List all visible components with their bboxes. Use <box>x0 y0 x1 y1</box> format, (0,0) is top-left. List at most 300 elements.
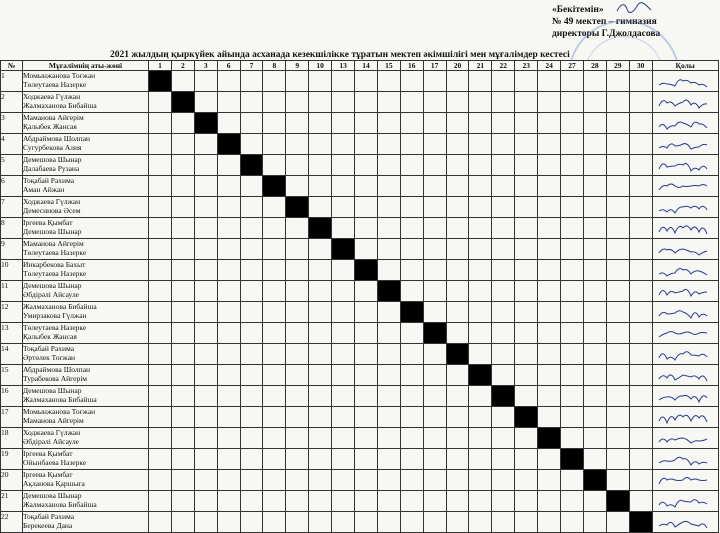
signature-cell <box>652 344 718 365</box>
teacher-name: Демешова Шынар <box>23 491 82 500</box>
duty-day-cell <box>194 491 217 512</box>
duty-day-cell <box>309 134 332 155</box>
duty-day-cell <box>515 113 538 134</box>
duty-day-cell <box>561 281 584 302</box>
duty-schedule-table <box>0 60 719 533</box>
row-number: 10 <box>1 260 23 281</box>
duty-day-cell <box>492 155 515 176</box>
duty-day-cell <box>492 239 515 260</box>
duty-day-cell <box>515 92 538 113</box>
duty-day-cell <box>149 407 172 428</box>
duty-day-cell <box>538 491 561 512</box>
duty-day-cell <box>629 260 652 281</box>
row-number: 3 <box>1 113 23 134</box>
duty-day-cell <box>606 239 629 260</box>
duty-day-cell <box>492 491 515 512</box>
duty-day-cell <box>606 470 629 491</box>
teacher-name: Жалмаханова Бибайша <box>23 101 97 110</box>
duty-day-cell <box>309 71 332 92</box>
duty-day-cell <box>240 71 263 92</box>
teacher-name: Төлеутаева Назерке <box>23 323 87 332</box>
duty-day-cell <box>629 218 652 239</box>
column-header-name: Мұғалімнің аты-жөні <box>23 61 149 71</box>
row-number: 2 <box>1 92 23 113</box>
teacher-names <box>23 92 149 113</box>
duty-day-cell <box>263 386 286 407</box>
duty-day-cell <box>309 239 332 260</box>
duty-day-cell <box>240 428 263 449</box>
handwritten-signature <box>657 367 713 383</box>
duty-day-cell <box>561 92 584 113</box>
handwritten-signature <box>657 451 713 467</box>
duty-day-cell <box>538 302 561 323</box>
duty-day-cell <box>377 470 400 491</box>
duty-day-cell <box>377 512 400 533</box>
duty-day-cell <box>492 71 515 92</box>
handwritten-signature <box>657 157 713 173</box>
duty-day-cell <box>561 155 584 176</box>
duty-day-cell <box>400 218 423 239</box>
duty-day-cell <box>171 71 194 92</box>
duty-day-cell <box>309 512 332 533</box>
duty-day-cell <box>606 218 629 239</box>
column-header-day: 16 <box>400 61 423 71</box>
duty-day-cell <box>583 197 606 218</box>
duty-day-cell <box>423 176 446 197</box>
handwritten-signature <box>657 199 713 215</box>
table-row <box>1 239 719 260</box>
duty-day-cell <box>263 92 286 113</box>
duty-day-cell <box>194 428 217 449</box>
duty-day-cell <box>309 155 332 176</box>
duty-day-cell <box>286 365 309 386</box>
duty-day-cell <box>171 344 194 365</box>
duty-day-cell <box>492 428 515 449</box>
duty-day-cell <box>629 449 652 470</box>
duty-day-cell <box>400 239 423 260</box>
duty-day-cell <box>446 92 469 113</box>
duty-day-cell <box>538 449 561 470</box>
duty-day-cell <box>538 365 561 386</box>
table-row <box>1 218 719 239</box>
duty-day-cell <box>583 239 606 260</box>
duty-day-cell <box>355 302 378 323</box>
signature-cell <box>652 155 718 176</box>
duty-day-cell <box>263 407 286 428</box>
duty-day-cell <box>263 218 286 239</box>
column-header-signature: Қолы <box>652 61 718 71</box>
duty-day-cell <box>263 344 286 365</box>
duty-day-cell <box>583 386 606 407</box>
duty-day-cell <box>446 260 469 281</box>
handwritten-signature <box>657 115 713 131</box>
duty-day-cell <box>217 512 240 533</box>
duty-day-cell <box>538 155 561 176</box>
duty-day-cell <box>629 197 652 218</box>
duty-day-cell <box>400 281 423 302</box>
duty-day-cell <box>286 512 309 533</box>
teacher-name: Демешова Шынар <box>23 155 82 164</box>
teacher-name: Ойынбаева Назерке <box>23 458 87 467</box>
approval-director: директоры Г.Джолдасова <box>552 29 661 39</box>
duty-day-cell <box>332 449 355 470</box>
duty-day-cell <box>446 197 469 218</box>
duty-day-cell <box>606 512 629 533</box>
duty-day-cell <box>400 512 423 533</box>
duty-day-cell <box>309 281 332 302</box>
signature-cell <box>652 428 718 449</box>
teacher-name: Абдраймова Шолпан <box>23 365 91 374</box>
duty-day-cell <box>263 71 286 92</box>
row-number: 17 <box>1 407 23 428</box>
duty-day-cell <box>583 512 606 533</box>
teacher-name: Әбдірәлі Айсауле <box>23 437 80 446</box>
table-row <box>1 470 719 491</box>
signature-cell <box>652 491 718 512</box>
duty-day-cell <box>561 176 584 197</box>
duty-day-cell <box>469 302 492 323</box>
table-row <box>1 386 719 407</box>
duty-day-cell <box>286 155 309 176</box>
column-header-day: 15 <box>377 61 400 71</box>
duty-day-cell <box>561 218 584 239</box>
duty-day-cell <box>355 281 378 302</box>
column-header-day: 17 <box>423 61 446 71</box>
table-row <box>1 197 719 218</box>
duty-day-cell <box>286 71 309 92</box>
duty-day-cell <box>171 176 194 197</box>
duty-day-cell-filled <box>194 113 217 134</box>
duty-day-cell <box>355 512 378 533</box>
duty-day-cell-filled <box>263 176 286 197</box>
duty-day-cell <box>400 365 423 386</box>
signature-cell <box>652 218 718 239</box>
duty-day-cell-filled <box>400 302 423 323</box>
column-header-day: 29 <box>606 61 629 71</box>
duty-day-cell <box>400 71 423 92</box>
row-number: 18 <box>1 428 23 449</box>
teacher-name: Демешова Шынар <box>23 386 82 395</box>
duty-day-cell <box>492 302 515 323</box>
duty-day-cell <box>561 386 584 407</box>
duty-day-cell <box>423 491 446 512</box>
duty-day-cell <box>583 449 606 470</box>
teacher-name: Ақланова Қаршыға <box>23 479 85 488</box>
table-row <box>1 260 719 281</box>
duty-day-cell <box>446 428 469 449</box>
duty-day-cell <box>583 491 606 512</box>
signature-cell <box>652 323 718 344</box>
duty-day-cell <box>377 239 400 260</box>
duty-day-cell <box>149 134 172 155</box>
duty-day-cell <box>149 155 172 176</box>
duty-day-cell <box>286 344 309 365</box>
duty-day-cell <box>355 470 378 491</box>
duty-day-cell <box>538 92 561 113</box>
duty-day-cell <box>217 239 240 260</box>
teacher-names <box>23 218 149 239</box>
teacher-name: Іргеева Қымбат <box>23 470 73 479</box>
duty-day-cell <box>240 113 263 134</box>
signature-cell <box>652 407 718 428</box>
duty-day-cell <box>469 428 492 449</box>
duty-day-cell <box>492 134 515 155</box>
duty-day-cell <box>171 407 194 428</box>
duty-day-cell <box>629 239 652 260</box>
duty-day-cell <box>149 449 172 470</box>
duty-day-cell <box>538 134 561 155</box>
duty-day-cell <box>469 155 492 176</box>
duty-day-cell-filled <box>149 71 172 92</box>
duty-day-cell <box>377 176 400 197</box>
duty-day-cell <box>149 197 172 218</box>
duty-day-cell <box>240 470 263 491</box>
duty-day-cell <box>469 113 492 134</box>
teacher-name: Турабекова Айгерім <box>23 374 88 383</box>
table-row <box>1 176 719 197</box>
duty-day-cell <box>446 281 469 302</box>
teacher-name: Іргеева Қымбат <box>23 218 73 227</box>
duty-day-cell <box>538 512 561 533</box>
duty-day-cell <box>194 92 217 113</box>
teacher-name: Әбдірәлі Айсауле <box>23 290 80 299</box>
duty-day-cell <box>171 491 194 512</box>
duty-day-cell <box>217 365 240 386</box>
handwritten-signature <box>657 283 713 299</box>
duty-day-cell <box>423 302 446 323</box>
duty-day-cell <box>469 512 492 533</box>
duty-day-cell <box>240 176 263 197</box>
duty-day-cell-filled <box>309 218 332 239</box>
duty-day-cell <box>515 155 538 176</box>
duty-day-cell <box>355 239 378 260</box>
duty-day-cell <box>606 92 629 113</box>
duty-day-cell <box>240 134 263 155</box>
column-header-day: 13 <box>332 61 355 71</box>
table-row <box>1 491 719 512</box>
duty-day-cell <box>469 71 492 92</box>
duty-day-cell <box>263 260 286 281</box>
column-header-day: 20 <box>446 61 469 71</box>
duty-day-cell <box>561 134 584 155</box>
teacher-name: Далабаева Рузана <box>23 164 80 173</box>
duty-day-cell <box>515 449 538 470</box>
teacher-names <box>23 260 149 281</box>
duty-day-cell <box>492 113 515 134</box>
teacher-name: Аман Айжан <box>23 185 65 194</box>
duty-day-cell <box>217 71 240 92</box>
duty-day-cell <box>538 71 561 92</box>
duty-day-cell <box>492 470 515 491</box>
duty-day-cell <box>286 386 309 407</box>
column-header-day: 28 <box>583 61 606 71</box>
duty-day-cell <box>309 365 332 386</box>
duty-day-cell <box>194 365 217 386</box>
handwritten-signature <box>657 472 713 488</box>
duty-day-cell <box>583 113 606 134</box>
duty-day-cell <box>332 386 355 407</box>
duty-day-cell <box>446 239 469 260</box>
duty-day-cell <box>606 155 629 176</box>
duty-day-cell <box>377 302 400 323</box>
column-header-day: 14 <box>355 61 378 71</box>
duty-day-cell <box>377 260 400 281</box>
duty-day-cell <box>286 176 309 197</box>
duty-day-cell <box>446 218 469 239</box>
duty-day-cell <box>515 176 538 197</box>
teacher-name: Қалыбек Жансая <box>23 122 77 131</box>
duty-day-cell <box>469 92 492 113</box>
duty-day-cell <box>492 449 515 470</box>
handwritten-signature <box>657 262 713 278</box>
duty-day-cell <box>171 197 194 218</box>
duty-day-cell <box>469 386 492 407</box>
duty-day-cell <box>423 239 446 260</box>
duty-day-cell <box>332 71 355 92</box>
duty-day-cell <box>240 512 263 533</box>
duty-day-cell <box>629 134 652 155</box>
column-header-day: 21 <box>469 61 492 71</box>
duty-day-cell <box>538 344 561 365</box>
duty-day-cell <box>171 386 194 407</box>
duty-day-cell <box>606 428 629 449</box>
duty-day-cell <box>355 218 378 239</box>
teacher-names <box>23 512 149 533</box>
duty-day-cell <box>149 260 172 281</box>
signature-cell <box>652 281 718 302</box>
duty-day-cell <box>423 71 446 92</box>
duty-day-cell <box>629 281 652 302</box>
duty-day-cell <box>217 302 240 323</box>
signature-cell <box>652 71 718 92</box>
duty-day-cell <box>194 470 217 491</box>
duty-day-cell <box>583 92 606 113</box>
duty-day-cell <box>240 260 263 281</box>
duty-day-cell-filled <box>492 386 515 407</box>
table-row <box>1 71 719 92</box>
duty-day-cell <box>446 134 469 155</box>
duty-day-cell <box>194 344 217 365</box>
duty-day-cell <box>286 281 309 302</box>
duty-day-cell <box>217 92 240 113</box>
duty-day-cell <box>309 428 332 449</box>
duty-day-cell <box>515 134 538 155</box>
duty-day-cell <box>286 470 309 491</box>
duty-day-cell <box>561 197 584 218</box>
duty-day-cell <box>149 386 172 407</box>
duty-day-cell <box>355 92 378 113</box>
duty-day-cell-filled <box>332 239 355 260</box>
duty-day-cell <box>629 386 652 407</box>
teacher-name: Жалмаханова Бибайша <box>23 302 97 311</box>
duty-day-cell <box>423 428 446 449</box>
teacher-names <box>23 239 149 260</box>
duty-day-cell <box>149 491 172 512</box>
duty-day-cell <box>492 323 515 344</box>
duty-day-cell <box>583 365 606 386</box>
duty-day-cell <box>446 449 469 470</box>
duty-day-cell <box>492 365 515 386</box>
duty-day-cell <box>286 218 309 239</box>
teacher-name: Демешова Шынар <box>23 281 82 290</box>
duty-day-cell <box>469 491 492 512</box>
duty-day-cell <box>583 344 606 365</box>
document-title: 2021 жылдың қыркүйек айында асханада кезекшілікке тұратын мектеп әкімшілігі мен мұғалімдер кестесі <box>110 50 570 60</box>
teacher-name: Демешова Шынар <box>23 227 82 236</box>
teacher-name: Жалмаханова Бибайша <box>23 500 97 509</box>
duty-day-cell <box>561 470 584 491</box>
duty-day-cell <box>606 302 629 323</box>
duty-day-cell <box>355 113 378 134</box>
teacher-names <box>23 470 149 491</box>
duty-day-cell <box>217 491 240 512</box>
duty-day-cell <box>332 281 355 302</box>
row-number: 20 <box>1 470 23 491</box>
signature-cell <box>652 386 718 407</box>
duty-day-cell-filled <box>515 407 538 428</box>
duty-day-cell <box>171 155 194 176</box>
duty-day-cell <box>446 470 469 491</box>
duty-day-cell <box>606 176 629 197</box>
duty-day-cell-filled <box>583 470 606 491</box>
duty-day-cell <box>606 344 629 365</box>
duty-day-cell <box>355 407 378 428</box>
duty-day-cell <box>263 134 286 155</box>
handwritten-signature <box>657 178 713 194</box>
duty-day-cell <box>332 470 355 491</box>
teacher-names <box>23 323 149 344</box>
duty-day-cell <box>332 218 355 239</box>
handwritten-signature <box>657 136 713 152</box>
duty-day-cell <box>217 113 240 134</box>
duty-day-cell-filled <box>240 155 263 176</box>
duty-day-cell <box>377 71 400 92</box>
duty-day-cell <box>629 344 652 365</box>
duty-day-cell <box>515 470 538 491</box>
duty-day-cell <box>423 365 446 386</box>
teacher-names <box>23 491 149 512</box>
teacher-names <box>23 113 149 134</box>
duty-day-cell <box>149 428 172 449</box>
duty-day-cell <box>377 92 400 113</box>
duty-day-cell <box>377 491 400 512</box>
column-header-day: 9 <box>286 61 309 71</box>
duty-day-cell <box>240 218 263 239</box>
duty-day-cell <box>377 218 400 239</box>
duty-day-cell <box>194 155 217 176</box>
duty-day-cell <box>240 449 263 470</box>
duty-day-cell <box>423 134 446 155</box>
teacher-names <box>23 176 149 197</box>
duty-day-cell <box>423 113 446 134</box>
duty-day-cell <box>194 176 217 197</box>
teacher-names <box>23 407 149 428</box>
duty-day-cell <box>377 134 400 155</box>
duty-day-cell <box>423 386 446 407</box>
duty-day-cell <box>629 155 652 176</box>
duty-day-cell <box>400 92 423 113</box>
duty-day-cell <box>377 323 400 344</box>
row-number: 14 <box>1 344 23 365</box>
duty-day-cell <box>355 449 378 470</box>
table-row <box>1 365 719 386</box>
handwritten-signature <box>657 241 713 257</box>
duty-day-cell <box>423 281 446 302</box>
duty-day-cell <box>149 365 172 386</box>
duty-day-cell <box>606 386 629 407</box>
duty-day-cell <box>606 281 629 302</box>
duty-day-cell <box>400 260 423 281</box>
